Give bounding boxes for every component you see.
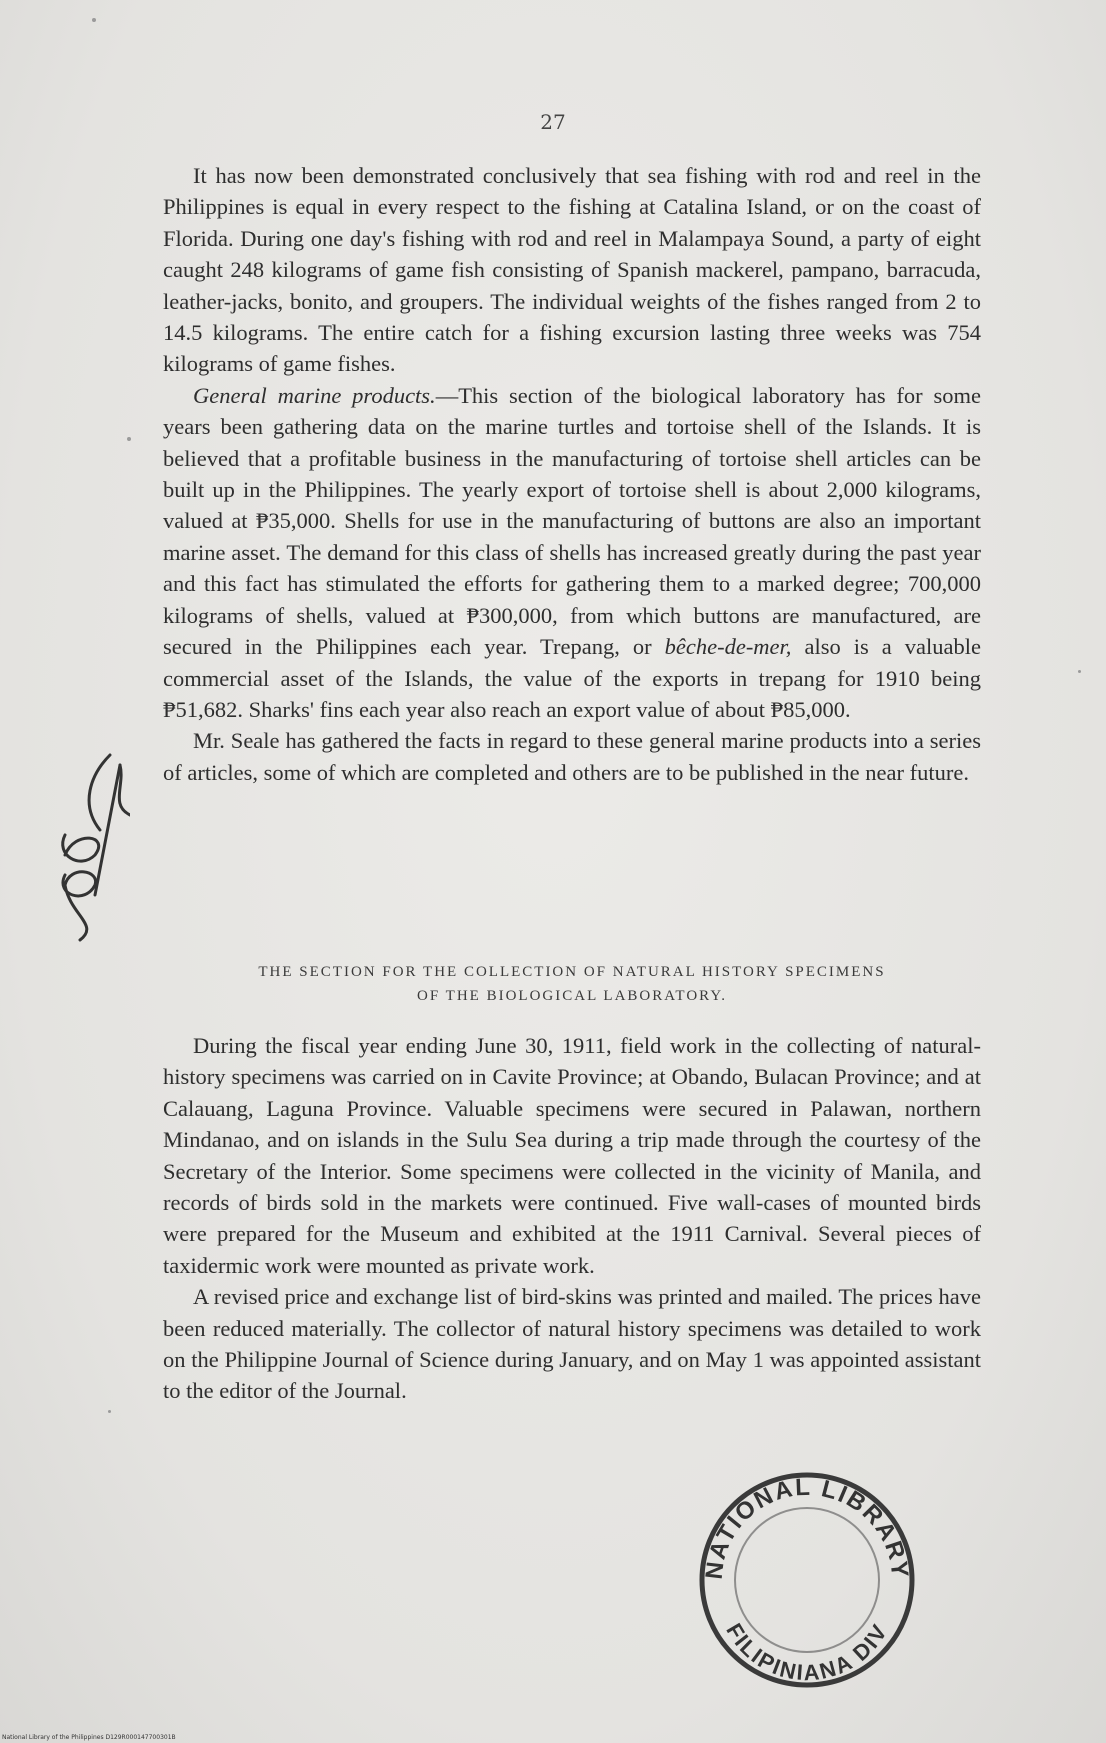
svg-text:NATIONAL LIBRARY xyxy=(701,1474,914,1581)
paragraph-marine-products-tail: also is a valuable commercial asset of the Islands, the value of the exports in trepang for 1910 being ₱51,682. Sharks' fins each year also reach an export value of about ₱85,000. xyxy=(163,634,981,722)
section-lead: General marine products. xyxy=(193,382,436,408)
page-number: 27 xyxy=(540,110,566,134)
paragraph-price-list: A revised price and exchange list of bird-skins was printed and mailed. The prices have been reduced materially. The collector of natural history specimens was detailed to work on the Philippine Journal of Science during January, and on May 1 was appointed assistant to the editor of the Journal. xyxy=(163,1284,981,1404)
stamp-bottom-text: FILIPINIANA DIV xyxy=(721,1618,893,1686)
beche-de-mer-term: bêche-de-mer, xyxy=(664,634,792,660)
paragraph-marine-products xyxy=(163,380,981,725)
section-heading xyxy=(163,960,981,1008)
lead-dash: — xyxy=(435,382,459,408)
scan-speck xyxy=(108,1410,111,1413)
paragraph-sea-fishing: It has now been demonstrated conclusively that sea fishing with rod and reel in the Philippines is equal in every respect to the fishing at Catalina Island, or on the coast of Florida. During one day's fishing with rod and reel in Malampaya Sound, a party of eight caught 248 kilograms of game fish consisting of Spanish mackerel, pampano, barracuda, leather-jacks, bonito, and groupers. The individual weights of the fishes ranged from 2 to 14.5 kilograms. The entire catch for a fishing excursion lasting three weeks was 754 kilograms of game fishes. xyxy=(163,163,981,377)
body-text-top xyxy=(163,160,981,788)
handwritten-accession-number xyxy=(40,735,130,965)
paragraph-fieldwork: During the fiscal year ending June 30, 1911, field work in the collecting of natural-history specimens was carried on in Cavite Province; at Obando, Bulacan Province; and at Calauang, Laguna Province. Valuable specimens were secured in Palawan, northern Mindanao, and on islands in the Sulu Sea during a trip made through the courtesy of the Secretary of the Interior. Some specimens were collected in the vicinity of Manila, and records of birds sold in the markets were continued. Five wall-cases of mounted birds were prepared for the Museum and exhibited at the 1911 Carnival. Several pieces of taxidermic work were mounted as private work. xyxy=(163,1033,981,1278)
stamp-top-text: NATIONAL LIBRARY xyxy=(700,1473,914,1581)
scan-speck xyxy=(127,437,131,441)
paragraph-marine-products-body: This section of the biological laboratory has for some years been gathering data on the marine turtles and tortoise shell of the Islands. It is believed that a profitable business in the manufacturing of tortoise shell articles can be built up in the Philippines. The yearly export of tortoise shell is about 2,000 kilograms, valued at ₱35,000. Shells for use in the manufacturing of buttons are also an important marine asset. The demand for this class of shells has increased greatly during the past year and this fact has stimulated the efforts for gathering them to a marked degree; 700,000 kilograms of shells, valued at ₱300,000, from which buttons are manufactured, are secured in the Philippines each year. Trepang, or xyxy=(163,382,981,660)
section-heading-line-1: THE SECTION FOR THE COLLECTION OF NATURAL HISTORY SPECIMENS xyxy=(258,964,886,980)
paragraph-seale: Mr. Seale has gathered the facts in regard to these general marine products into a series of articles, some of which are completed and others are to be published in the near future. xyxy=(163,728,981,785)
scan-speck xyxy=(1078,670,1081,673)
scan-footer: National Library of the Philippines D129R000147700301B xyxy=(2,1734,176,1741)
section-heading-line-2: OF THE BIOLOGICAL LABORATORY. xyxy=(417,988,727,1004)
library-stamp xyxy=(692,1465,922,1695)
body-text-bottom xyxy=(163,1030,981,1407)
scan-speck xyxy=(92,18,96,22)
